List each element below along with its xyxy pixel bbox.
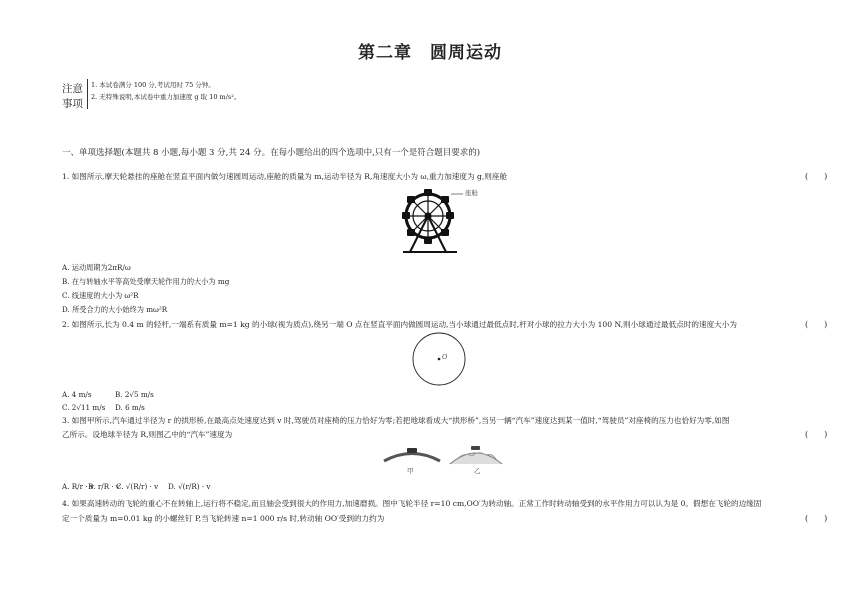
earth-bridge-figure (448, 442, 504, 466)
q3-option-b: B. r/R · v (88, 482, 121, 491)
ferris-wheel-figure (395, 186, 510, 258)
answer-paren-3: ( ) (805, 430, 828, 439)
q3-option-a: A. R/r · v (62, 482, 94, 491)
arch-bridge-figure (382, 444, 442, 464)
notice-label (62, 82, 86, 112)
q2-option-c: C. 2√11 m/s (62, 403, 106, 412)
question-4-stem-line-2: 定一个质量为 m=0.01 kg 的小螺丝钉 P,当飞轮转速 n=1 000 r/s 时,转动轴 OO′受到的力约为 (62, 514, 385, 523)
q1-option-b: B. 在与转轴水平等高处受摩天轮作用力的大小为 mg (62, 277, 230, 286)
figure-label-jia: 甲 (407, 467, 414, 475)
page-title: 第二章 圆周运动 (358, 43, 502, 63)
figure-label-o: O (442, 353, 448, 361)
notice-item: 1. 本试卷满分 100 分,考试用时 75 分钟。 (91, 81, 215, 89)
answer-paren-4: ( ) (805, 514, 828, 523)
notice-label-top: 注意 (62, 83, 83, 95)
notice-item: 2. 无特殊说明,本试卷中重力加速度 g 取 10 m/s²。 (91, 93, 241, 101)
figure-label-yi: 乙 (474, 467, 481, 475)
q3-option-c: C. √(R/r) · v (116, 482, 159, 491)
section-heading: 一、单项选择题(本题共 8 小题,每小题 3 分,共 24 分。在每小题给出的四个选项中,只有一个是符合题目要求的) (62, 148, 481, 158)
figure-label-cabin: 座舱 (465, 189, 478, 197)
question-1-stem: 1. 如图所示,摩天轮悬挂的座舱在竖直平面内做匀速圆周运动,座舱的质量为 m,运动半径为 R,角速度大小为 ω,重力加速度为 g,则座舱 (62, 172, 508, 181)
answer-paren-2: ( ) (805, 320, 828, 329)
notice-label-bottom: 事项 (62, 98, 83, 110)
q2-option-d: D. 6 m/s (115, 403, 145, 412)
q1-option-d: D. 所受合力的大小始终为 mω²R (62, 305, 168, 314)
q3-option-d: D. √(r/R) · v (168, 482, 211, 491)
question-4-stem-line-1: 4. 如果高速转动的飞轮的重心不在转轴上,运行将不稳定,而且轴会受到很大的作用力,加速磨损。图中飞轮半径 r=10 cm,OO′为转动轴。正常工作时转动轴受到的水平作用力可以认为是 0。假想在飞轮的边缘固 (62, 499, 762, 508)
q2-option-b: B. 2√5 m/s (115, 390, 154, 399)
q1-option-c: C. 线速度的大小为 ω²R (62, 291, 139, 300)
answer-paren-1: ( ) (805, 172, 828, 181)
q2-option-a: A. 4 m/s (62, 390, 92, 399)
notice-box (87, 79, 241, 109)
q1-option-a: A. 运动周期为2πR/ω (62, 263, 131, 272)
question-3-stem-line-1: 3. 如图甲所示,汽车通过半径为 r 的拱形桥,在最高点处速度达到 v 时,驾驶员对座椅的压力恰好为零;若把地球看成大“拱形桥”,当另一辆“汽车”速度达到某一值时,“驾驶员”对座椅的压力也恰好为零,如图 (62, 416, 730, 425)
circle-figure (412, 330, 467, 388)
question-2-stem: 2. 如图所示,长为 0.4 m 的轻杆,一端系有质量 m=1 kg 的小球(视为质点),绕另一端 O 点在竖直平面内做圆周运动,当小球通过最低点时,杆对小球的拉力大小为 100 N,则小球通过最低点时的速度大小为 (62, 320, 737, 329)
question-3-stem-line-2: 乙所示。设地球半径为 R,则图乙中的“汽车”速度为 (62, 430, 233, 439)
